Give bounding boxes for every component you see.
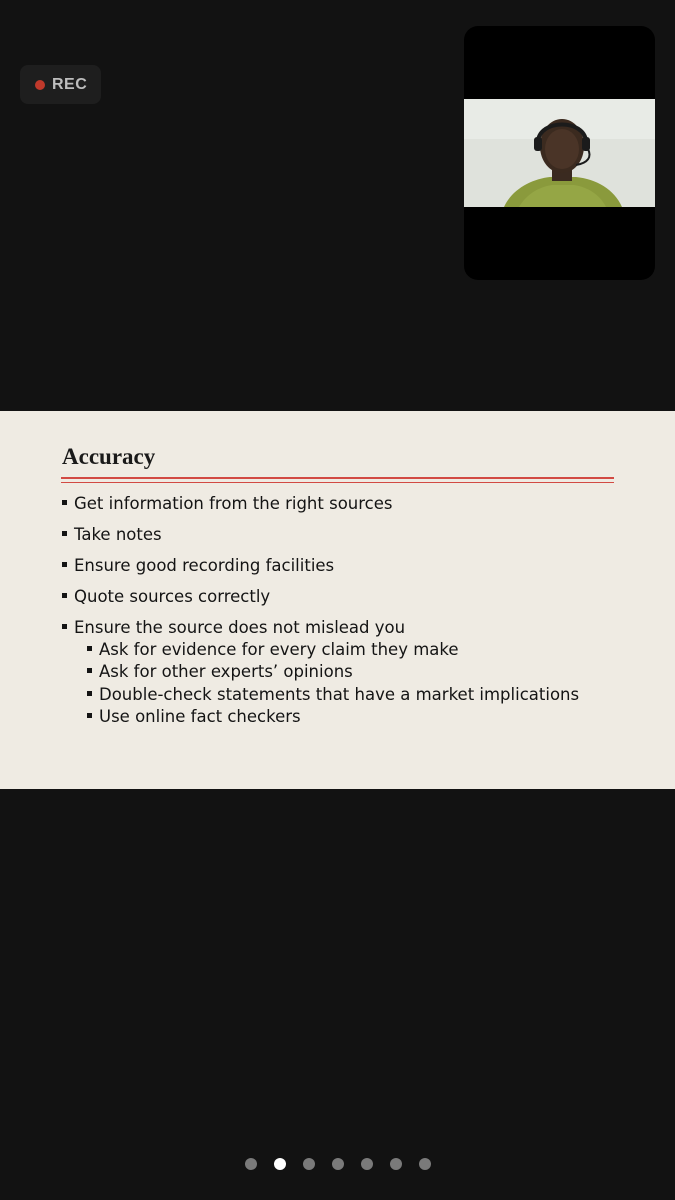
- square-bullet-icon: [87, 668, 92, 673]
- page-dot-active[interactable]: [274, 1158, 286, 1170]
- recording-dot-icon: [35, 80, 45, 90]
- sub-bullet-item: [87, 639, 579, 661]
- bullet-item: [62, 524, 579, 555]
- page-dot[interactable]: [390, 1158, 402, 1170]
- square-bullet-icon: [87, 646, 92, 651]
- participant-video-image: [464, 99, 655, 207]
- square-bullet-icon: [62, 500, 67, 505]
- square-bullet-icon: [87, 691, 92, 696]
- slide-title-rule: [61, 477, 614, 479]
- recording-label: REC: [52, 75, 88, 93]
- page-dot[interactable]: [419, 1158, 431, 1170]
- sub-bullet-list: [62, 639, 579, 728]
- page-indicator: [0, 1158, 675, 1170]
- bullet-text: Ensure good recording facilities: [74, 556, 335, 575]
- bullet-text: Take notes: [74, 525, 162, 544]
- sub-bullet-item: [87, 684, 579, 706]
- sub-bullet-text: Double-check statements that have a market implications: [99, 684, 580, 704]
- bullet-text: Get information from the right sources: [74, 494, 393, 513]
- slide-bullet-list: [62, 493, 579, 737]
- participant-video-frame: [464, 99, 655, 207]
- sub-bullet-text: Ask for other experts’ opinions: [99, 662, 353, 682]
- page-dot[interactable]: [245, 1158, 257, 1170]
- bullet-item: [62, 555, 579, 586]
- page-dot[interactable]: [332, 1158, 344, 1170]
- bullet-text: Ensure the source does not mislead you: [74, 618, 406, 637]
- page-dot[interactable]: [361, 1158, 373, 1170]
- sub-bullet-group: [62, 640, 580, 737]
- square-bullet-icon: [62, 531, 67, 536]
- bullet-item: [62, 586, 579, 617]
- square-bullet-icon: [62, 624, 67, 629]
- page-dots: [245, 1158, 431, 1170]
- sub-bullet-text: Use online fact checkers: [99, 706, 301, 726]
- recording-badge: [20, 65, 101, 104]
- page-dot[interactable]: [303, 1158, 315, 1170]
- self-video-tile[interactable]: [464, 26, 655, 280]
- sub-bullet-text: Ask for evidence for every claim they make: [99, 640, 459, 659]
- square-bullet-icon: [62, 593, 67, 598]
- sub-bullet-item: [87, 661, 579, 683]
- square-bullet-icon: [62, 562, 67, 567]
- square-bullet-icon: [87, 713, 92, 718]
- bullet-text: Quote sources correctly: [74, 587, 271, 606]
- slide-title-rule-thin: [61, 482, 614, 483]
- slide-title: Accuracy: [62, 444, 156, 469]
- sub-bullet-item: [87, 706, 579, 728]
- bullet-item: [62, 493, 579, 524]
